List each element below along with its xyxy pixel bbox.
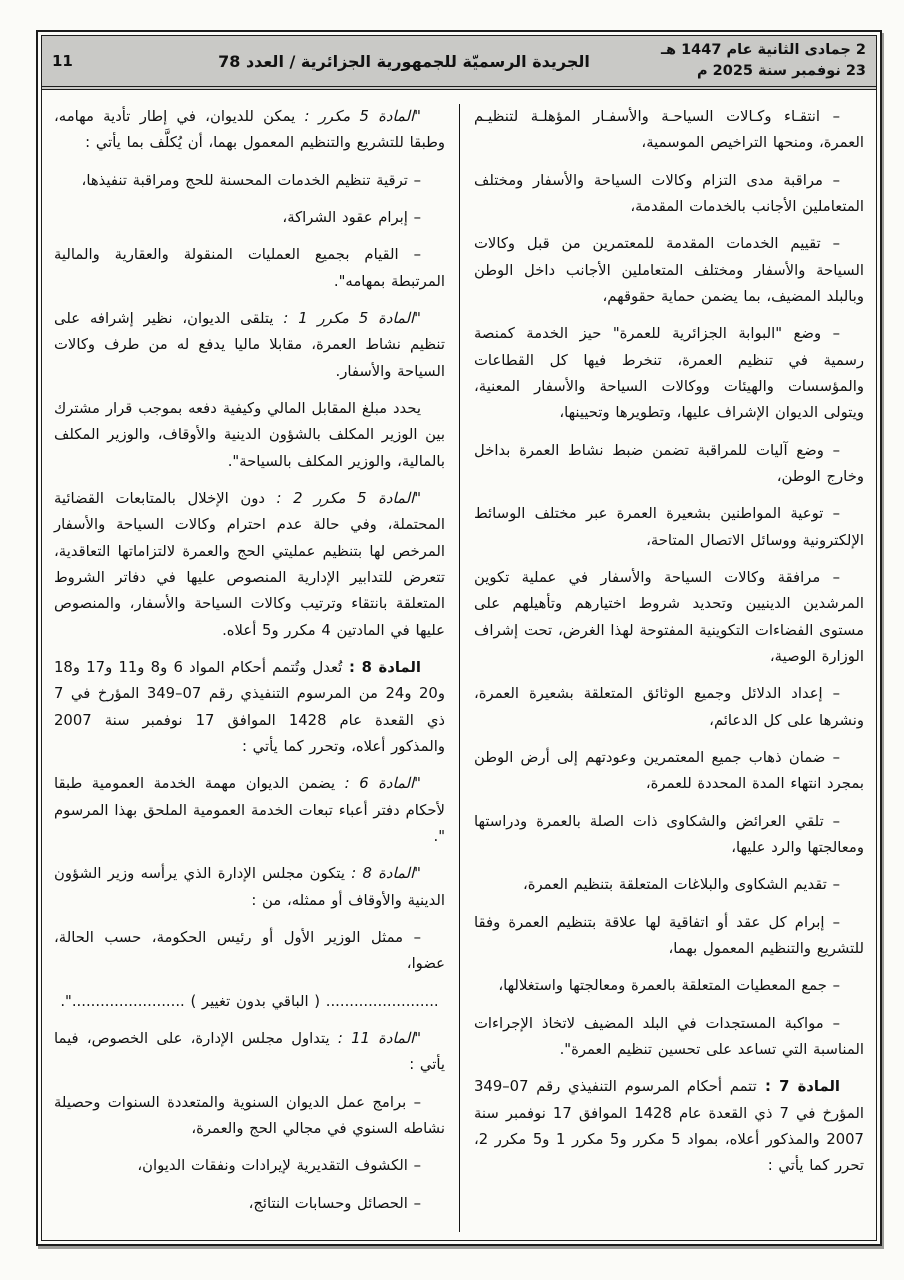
date-gregorian: 23 نوفمبر سنة 2025 م bbox=[696, 63, 866, 80]
list-item: – ترقية تنظيم الخدمات المحسنة للحج ومراقبة تنفيذها، bbox=[81, 171, 421, 189]
list-item: – القيام بجميع العمليات المنقولة والعقارية والمالية المرتبطة بمهامه". bbox=[54, 246, 445, 290]
list-item: – الكشوف التقديرية لإيرادات ونفقات الديوان، bbox=[137, 1157, 421, 1175]
gazette-title: الجريدة الرسميّة للجمهورية الجزائرية / العدد 78 bbox=[218, 51, 590, 71]
paragraph: المادة 7 : تتمم أحكام المرسوم التنفيذي رقم 07–349 المؤرخ في 7 ذي القعدة عام 1428 الموافق 17 نوفمبر سنة 2007 والمذكور أعلاه، بمواد 5 مكرر و5 مكرر 1 و5 مكرر 2، تحرر كما يأتي : bbox=[474, 1078, 864, 1175]
list-item: – إبرام عقود الشراكة، bbox=[282, 209, 421, 227]
list-item: – تلقي العرائض والشكاوى ذات الصلة بالعمرة ودراستها ومعالجتها والرد عليها، bbox=[474, 812, 864, 856]
article-label: "المادة 5 مكرر 2 : bbox=[264, 489, 421, 507]
page-frame-inner bbox=[41, 35, 877, 1241]
list-item: – تقديم الشكاوى والبلاغات المتعلقة بتنظيم العمرة، bbox=[522, 876, 840, 894]
paragraph: "المادة 5 مكرر 2 : دون الإخلال بالمتابعات القضائية المحتملة، وفي حالة عدم احترام وكالات السياحة والأسفار المرخص لها بتنظيم عمليتي الحج والعمرة لالتزاماتها التعاقدية، تتعرض للتدابير الإدارية المنصوص عليها في دفاتر الشروط المتعلقة بانتقاء وترتيب وكالات السياحة والأسفار، والمنصوص عليها في المادتين 4 مكرر و5 أعلاه. bbox=[54, 489, 445, 639]
column-right bbox=[459, 104, 864, 1232]
list-item: – الحصائل وحسابات النتائج، bbox=[248, 1194, 421, 1212]
article-label: "المادة 5 مكرر 1 : bbox=[273, 310, 421, 327]
paragraph: يحدد مبلغ المقابل المالي وكيفية دفعه بموجب قرار مشترك بين الوزير المكلف بالشؤون الدينية والأوقاف، والوزير المكلف بالمالية، والوزير المكلف بالسياحة". bbox=[54, 399, 445, 470]
list-item: – ممثل الوزير الأول أو رئيس الحكومة، حسب الحالة، عضوا، bbox=[54, 928, 445, 973]
page-frame bbox=[36, 30, 882, 1246]
list-item: – توعية المواطنين بشعيرة العمرة عبر مختلف الوسائط الإلكترونية ووسائل الاتصال المتاحة، bbox=[474, 505, 864, 549]
column-left bbox=[54, 104, 459, 1232]
paragraph: "المادة 6 : يضمن الديوان مهمة الخدمة العمومية طبقا لأحكام دفتر أعباء تبعات الخدمة العمومية الملحق بهذا المرسوم ". bbox=[54, 775, 445, 845]
list-item: – وضع آليات للمراقبة تضمن ضبط نشاط العمرة بداخل وخارج الوطن، bbox=[474, 441, 864, 485]
list-item: – برامج عمل الديوان السنوية والمتعددة السنوات وحصيلة نشاطه السنوي في مجالي الحج والعمرة، bbox=[54, 1093, 445, 1137]
article-label: "المادة 5 مكرر : bbox=[295, 108, 421, 126]
list-item: – ضمان ذهاب جميع المعتمرين وعودتهم إلى أرض الوطن بمجرد انتهاء المدة المحددة للعمرة، bbox=[474, 748, 864, 793]
list-item: – إبرام كل عقد أو اتفاقية لها علاقة بتنظيم العمرة وفقا للتشريع والتنظيم المعمول بهما، bbox=[474, 913, 864, 957]
paragraph: "المادة 5 مكرر : يمكن للديوان، في إطار تأدية مهامه، وطبقا للتشريع والتنظيم المعمول بهما، أن يُكلَّف بما يأتي : bbox=[54, 108, 445, 152]
article-label: المادة 7 : bbox=[756, 1078, 840, 1096]
list-item: – مواكبة المستجدات في البلد المضيف لاتخاذ الإجراءات المناسبة التي تساعد على تحسين تنظيم العمرة". bbox=[474, 1014, 864, 1058]
page-header bbox=[42, 36, 876, 90]
list-item: – انتقـاء وكـالات السياحـة والأسفـار المؤهلـة لتنظيـم العمرة، ومنحها التراخيص الموسمية، bbox=[474, 108, 864, 152]
list-item: – تقييم الخدمات المقدمة للمعتمرين من قبل وكالات السياحة والأسفار ومختلف المتعاملين الأجانب داخل الوطن وبالبلد المضيف، بما يضمن حماية حقوقهم، bbox=[474, 235, 864, 305]
paragraph: "المادة 8 : يتكون مجلس الإدارة الذي يرأسه وزير الشؤون الدينية والأوقاف أو ممثله، من : bbox=[54, 865, 445, 909]
paragraph: "المادة 5 مكرر 1 : يتلقى الديوان، نظير إشرافه على تنظيم نشاط العمرة، مقابلا ماليا يدفع له من طرف وكالات السياحة والأسفار. bbox=[54, 310, 445, 380]
article-label: "المادة 6 : bbox=[335, 775, 421, 793]
article-label: "المادة 8 : bbox=[344, 865, 421, 883]
page-number: 11 bbox=[52, 52, 73, 71]
paragraph: "المادة 11 : يتداول مجلس الإدارة، على الخصوص، فيما يأتي : bbox=[54, 1029, 445, 1074]
header-dates bbox=[636, 40, 866, 82]
paragraph: ........................ ( الباقي بدون تغيير ) ........................". bbox=[60, 992, 439, 1010]
paragraph: المادة 8 : تُعدل وتُتمم أحكام المواد 6 و8 و11 و17 و18 و20 و24 من المرسوم التنفيذي رقم 07–349 المؤرخ في 7 ذي القعدة عام 1428 الموافق 17 نوفمبر سنة 2007 والمذكور أعلاه، وتحرر كما يأتي : bbox=[54, 658, 446, 755]
list-item: – جمع المعطيات المتعلقة بالعمرة ومعالجتها واستغلالها، bbox=[498, 977, 840, 995]
article-label: المادة 8 : bbox=[342, 658, 421, 676]
list-item: – مراقبة مدى التزام وكالات السياحة والأسفار ومختلف المتعاملين الأجانب بالخدمات المقدمة، bbox=[474, 171, 864, 216]
list-item: – مرافقة وكالات السياحة والأسفار في عملية تكوين المرشدين الدينيين وتحديد شروط اختيارهم وتأهيلهم على مستوى الفضاءات التكوينية المفتوحة لهذا الغرض، تحت إشراف الوزارة الوصية، bbox=[474, 568, 864, 665]
list-item: – وضع "البوابة الجزائرية للعمرة" حيز الخدمة كمنصة رسمية في تنظيم العمرة، تنخرط فيها كل القطاعات والمؤسسات والهيئات ووكالات السياحة والأسفار المعنية، ويتولى الديوان الإشراف عليها، وتطويرها وتحيينها، bbox=[474, 325, 864, 422]
date-hijri: 2 جمادى الثانية عام 1447 هـ bbox=[661, 42, 866, 58]
article-label: "المادة 11 : bbox=[329, 1029, 421, 1047]
list-item: – إعداد الدلائل وجميع الوثائق المتعلقة بشعيرة العمرة، ونشرها على كل الدعائم، bbox=[474, 685, 864, 729]
page-body bbox=[42, 90, 876, 1240]
